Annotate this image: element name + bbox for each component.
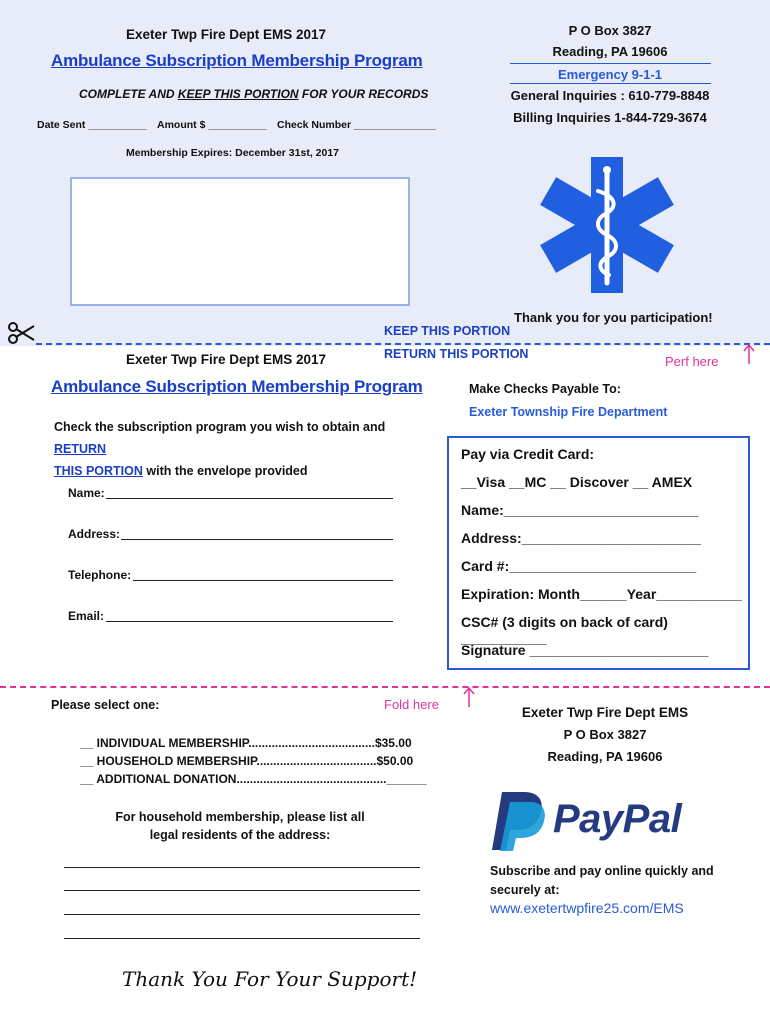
amount-field[interactable]: Amount $ __________ — [157, 119, 267, 131]
cc-csc-field[interactable]: CSC# (3 digits on back of card) ___________ — [461, 614, 668, 646]
household-note-line2: legal residents of the address: — [149, 828, 331, 842]
top-org-year: Exeter Twp Fire Dept EMS 2017 — [126, 27, 327, 42]
membership-expires: Membership Expires: December 31st, 2017 — [126, 147, 340, 159]
instructions-text: Check the subscription program you wish to obtain and — [54, 420, 386, 434]
billing-inquiries: Billing Inquiries 1-844-729-3674 — [513, 110, 707, 125]
date-sent-field[interactable]: Date Sent __________ — [37, 119, 147, 131]
address-line[interactable] — [121, 539, 393, 540]
divider-top — [510, 63, 711, 64]
resident-line-1[interactable] — [64, 867, 420, 868]
cc-expiration-field[interactable]: Expiration: Month______Year___________ — [461, 586, 742, 602]
paypal-text — [490, 862, 714, 900]
paypal-wordmark — [553, 797, 681, 842]
keep-this-portion-label: KEEP THIS PORTION — [384, 324, 511, 338]
cc-name-field[interactable]: Name:_________________________ — [461, 502, 699, 518]
email-line[interactable] — [106, 621, 393, 622]
household-note-line1: For household membership, please list all — [115, 810, 365, 824]
keep-notice-keep: KEEP THIS PORTION — [177, 87, 299, 101]
please-select-one: Please select one: — [51, 698, 160, 712]
mail-line1: P O Box 3827 — [563, 727, 647, 742]
instructions-post: with the envelope provided — [142, 464, 308, 478]
perforation-line — [36, 343, 770, 345]
fold-here-label: Fold here — [384, 697, 439, 712]
cc-signature-field[interactable]: Signature _______________________ — [461, 642, 709, 658]
return-this-portion-label: RETURN THIS PORTION — [384, 347, 529, 361]
payee-name: Exeter Township Fire Department — [469, 405, 668, 419]
option-household[interactable]: __ HOUSEHOLD MEMBERSHIP....................................$50.00 — [80, 754, 414, 768]
keep-notice-pre: COMPLETE AND — [79, 87, 178, 101]
keep-notice-post: FOR YOUR RECORDS — [298, 87, 429, 101]
paypal-text-line1: Subscribe and pay online quickly and — [490, 864, 714, 878]
top-address-line1: P O Box 3827 — [568, 23, 652, 38]
top-program-title: Ambulance Subscription Membership Program — [51, 51, 423, 70]
instructions-return-link: RETURN — [54, 442, 107, 456]
cc-address-field[interactable]: Address:_______________________ — [461, 530, 701, 546]
check-number-field[interactable]: Check Number ______________ — [277, 119, 436, 131]
household-note — [60, 808, 420, 844]
emergency-number: Emergency 9-1-1 — [557, 67, 663, 82]
paypal-text-line2: securely at: — [490, 883, 560, 897]
credit-card-box — [447, 436, 750, 670]
arrow-up-icon — [743, 344, 755, 364]
email-label: Email: — [68, 609, 105, 623]
middle-org-year: Exeter Twp Fire Dept EMS 2017 — [126, 352, 327, 367]
mail-line2: Reading, PA 19606 — [547, 749, 663, 764]
paypal-brand-text: PayPal — [553, 797, 682, 841]
scissors-icon — [6, 320, 36, 346]
name-label: Name: — [68, 486, 105, 500]
fold-arrow-up-icon — [463, 687, 475, 707]
resident-line-2[interactable] — [64, 890, 420, 891]
membership-card-box — [70, 177, 410, 306]
fold-line — [0, 686, 770, 688]
name-line[interactable] — [106, 498, 393, 499]
keep-notice — [79, 87, 428, 101]
mail-org: Exeter Twp Fire Dept EMS — [521, 705, 689, 720]
thank-you-support: Thank You For Your Support! — [122, 967, 418, 991]
perf-here-label: Perf here — [665, 354, 719, 369]
address-label: Address: — [68, 527, 121, 541]
credit-card-title: Pay via Credit Card: — [461, 446, 595, 462]
membership-options — [80, 734, 427, 788]
checks-payable: Make Checks Payable To: — [469, 382, 621, 396]
thank-you-participation: Thank you for you participation! — [514, 310, 713, 325]
star-of-life-icon — [532, 155, 682, 295]
paypal-url-link[interactable]: www.exetertwpfire25.com/EMS — [490, 900, 684, 916]
telephone-label: Telephone: — [68, 568, 132, 582]
return-instructions — [54, 416, 424, 482]
telephone-line[interactable] — [133, 580, 393, 581]
card-type-options[interactable]: __Visa __MC __ Discover __ AMEX — [461, 474, 693, 490]
option-donation[interactable]: __ ADDITIONAL DONATION.............................................______ — [80, 772, 427, 786]
paypal-logo-icon — [490, 790, 548, 852]
resident-line-3[interactable] — [64, 914, 420, 915]
cc-card-number-field[interactable]: Card #:________________________ — [461, 558, 697, 574]
divider-bottom — [510, 83, 711, 84]
instructions-portion-link: THIS PORTION — [54, 464, 143, 478]
option-individual[interactable]: __ INDIVIDUAL MEMBERSHIP......................................$35.00 — [80, 736, 412, 750]
top-address-line2: Reading, PA 19606 — [552, 44, 668, 59]
middle-program-title: Ambulance Subscription Membership Program — [51, 377, 423, 396]
general-inquiries: General Inquiries : 610-779-8848 — [510, 88, 710, 103]
resident-line-4[interactable] — [64, 938, 420, 939]
